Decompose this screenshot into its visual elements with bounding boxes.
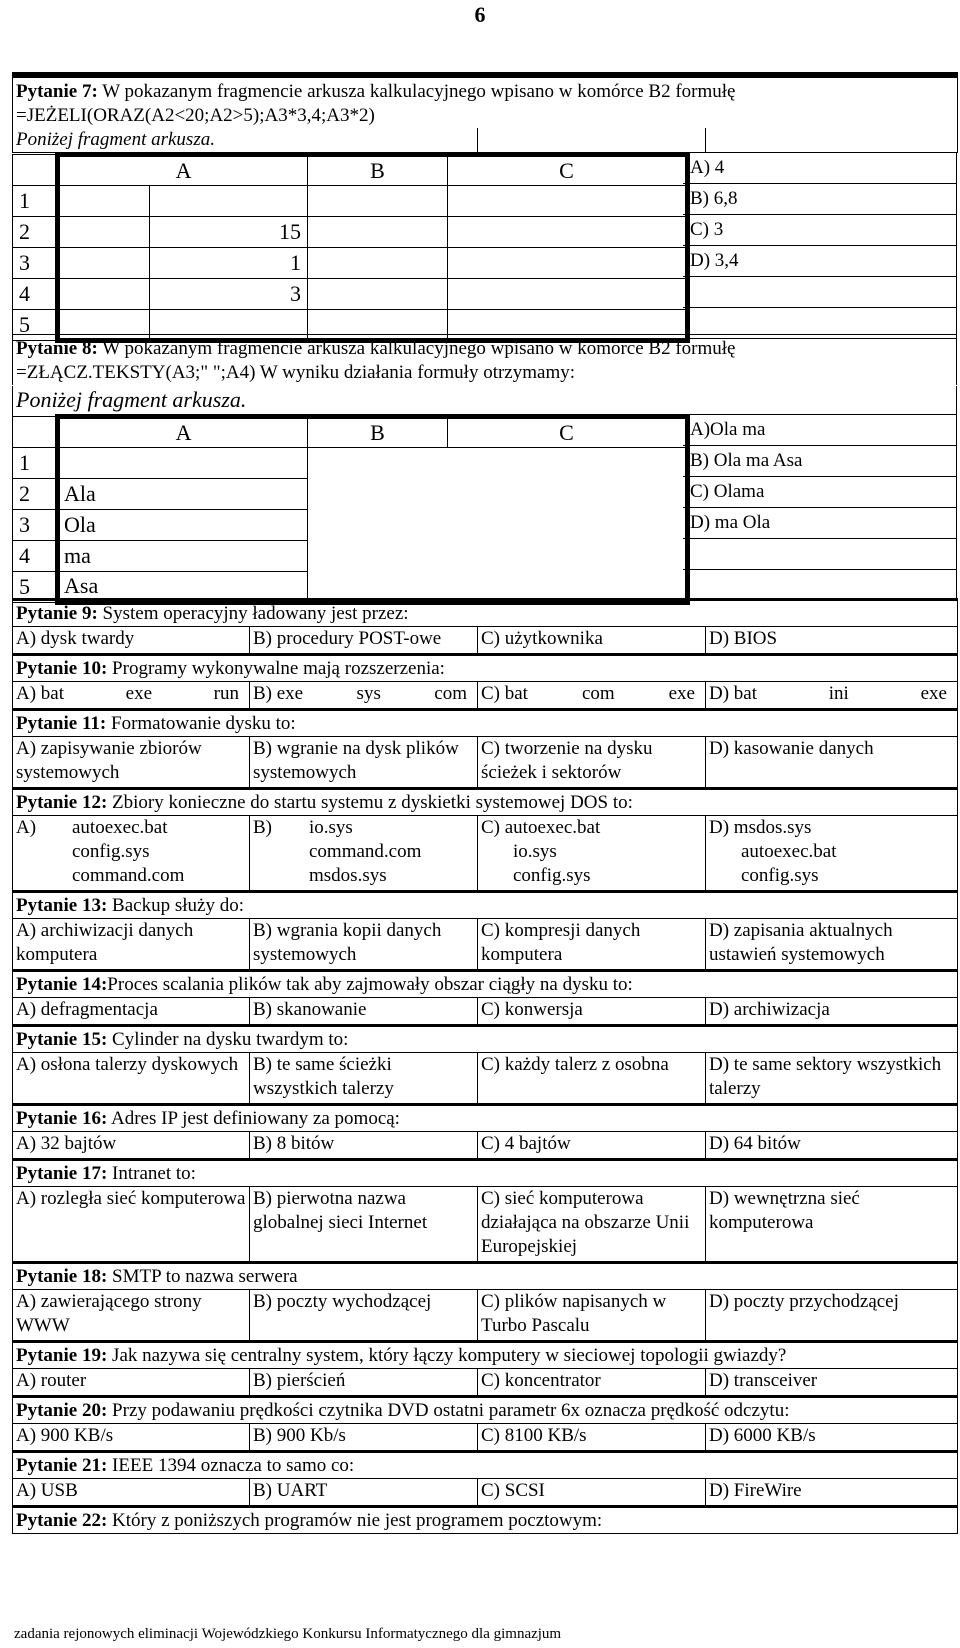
q15-header-row [13,1026,958,1053]
q19-option-d: D) transceiver [706,1369,958,1397]
q8-col-a: A [58,417,308,448]
q8-row-1 [13,448,688,479]
q20-options-row [13,1424,958,1452]
q14-options-row [13,998,958,1026]
q8-row-number: 1 [13,448,58,479]
q14-text: Proces scalania plików tak aby zajmowały obszar ciągły na dysku to: [107,974,633,995]
q7-text: W pokazanym fragmencie arkusza kalkulacyjnego wpisano w komórce B2 formułę [97,81,736,102]
q7-row-number: 2 [13,217,58,248]
q21-label: Pytanie 21: [16,1455,108,1476]
q11-option-d: D) kasowanie danych [706,737,958,789]
q8-cell-a3: Ola [58,510,308,541]
q8-row-2 [13,479,688,510]
q19-option-c: C) koncentrator [478,1369,706,1397]
q9-option-d: D) BIOS [706,627,958,655]
q15-options-row [13,1053,958,1105]
q8-answer-c: C) Olama [683,477,957,508]
q9-option-a: A) dysk twardy [13,627,250,655]
q14-header-row [13,971,958,998]
q9-option-b: B) procedury POST-owe [250,627,478,655]
q8-fragment-row [12,386,957,416]
q7-fragment-label: Poniżej fragment arkusza. [16,129,215,150]
q18-option-b: B) poczty wychodzącej [250,1290,478,1342]
q16-options-row [13,1132,958,1160]
q10-text: Programy wykonywalne mają rozszerzenia: [107,658,445,679]
q12-option-d: D) msdos.sys autoexec.bat config.sys [706,816,958,892]
q7-row-number: 1 [13,186,58,217]
q7-answer-c: C) 3 [683,215,957,246]
q13-option-b: B) wgrania kopii danych systemowych [250,919,478,971]
q8-row-number: 3 [13,510,58,541]
q8-answer-b: B) Ola ma Asa [683,446,957,477]
q22-header-row [13,1507,958,1534]
q20-text: Przy podawaniu prędkości czytnika DVD ostatni parametr 6x oznacza prędkość odczytu: [107,1400,790,1421]
q9-option-c: C) użytkownika [478,627,706,655]
q16-option-d: D) 64 bitów [706,1132,958,1160]
q20-option-b: B) 900 Kb/s [250,1424,478,1452]
q8-label: Pytanie 8: [16,338,98,359]
q19-option-a: A) router [13,1369,250,1397]
q11-text: Formatowanie dysku to: [106,713,296,734]
q7-row-number: 5 [13,310,58,341]
q12-text: Zbiory konieczne do startu systemu z dyskietki systemowej DOS to: [107,792,633,813]
q12-option-a: A) autoexec.bat config.sys command.com [13,816,250,892]
q7-cell-b2 [308,217,448,248]
q14-option-c: C) konwersja [478,998,706,1026]
q7-cell-b3 [308,248,448,279]
q7-answers [683,152,957,339]
q20-label: Pytanie 20: [16,1400,108,1421]
q10-header-row [13,655,958,682]
q7-cell-a3: 1 [150,248,308,279]
q14-option-d: D) archiwizacja [706,998,958,1026]
q18-header-row [13,1263,958,1290]
q21-option-a: A) USB [13,1479,250,1507]
q9-label: Pytanie 9: [16,603,98,624]
q15-option-d: D) te same sektory wszystkich talerzy [706,1053,958,1105]
q8-row-number: 2 [13,479,58,510]
q17-option-c: C) sieć komputerowa działająca na obszarze Unii Europejskiej [478,1187,706,1263]
q12-label: Pytanie 12: [16,792,108,813]
q16-option-b: B) 8 bitów [250,1132,478,1160]
questions-list [12,598,957,1534]
q9-header-row [13,600,958,627]
q7-fragment-row [13,128,958,153]
q8-formula: =ZŁĄCZ.TEKSTY(A3;" ";A4) W wyniku działania formuły otrzymamy: [16,362,576,383]
q15-option-b: B) te same ścieżki wszystkich talerzy [250,1053,478,1105]
q18-options-row [13,1290,958,1342]
q13-label: Pytanie 13: [16,895,108,916]
q15-text: Cylinder na dysku twardym to: [107,1029,349,1050]
q7-col-c: C [448,155,688,186]
q7-header-row [13,75,958,128]
q8-cell-a5: Asa [58,572,308,603]
q19-label: Pytanie 19: [16,1345,108,1366]
q17-header-row [13,1160,958,1187]
q7-cell-a4: 3 [150,279,308,310]
q13-option-d: D) zapisania aktualnych ustawień systemowych [706,919,958,971]
q21-option-c: C) SCSI [478,1479,706,1507]
q7-row-number: 3 [13,248,58,279]
q21-header-row [13,1452,958,1479]
q7-cell-a2: 15 [150,217,308,248]
q14-option-b: B) skanowanie [250,998,478,1026]
q9-text: System operacyjny ładowany jest przez: [97,603,409,624]
q12-option-b: B) io.sys command.com msdos.sys [250,816,478,892]
q8-col-b: B [308,417,448,448]
q20-option-d: D) 6000 KB/s [706,1424,958,1452]
footer: zadania rejonowych eliminacji Wojewódzkiego Konkursu Informatycznego dla gimnazjum [14,1626,562,1642]
q19-header-row [13,1342,958,1369]
q18-label: Pytanie 18: [16,1266,108,1287]
q19-text: Jak nazywa się centralny system, który łączy komputery w sieciowej topologii gwiazdy? [107,1345,787,1366]
q16-option-a: A) 32 bajtów [13,1132,250,1160]
q8-answer-a: A)Ola ma [683,415,957,446]
q18-option-d: D) poczty przychodzącej [706,1290,958,1342]
q22-text: Który z poniższych programów nie jest programem pocztowym: [107,1510,603,1531]
q15-label: Pytanie 15: [16,1029,108,1050]
q20-header-row [13,1397,958,1424]
q22-label: Pytanie 22: [16,1510,108,1531]
q19-options-row [13,1369,958,1397]
q7-cell-c2 [448,217,688,248]
q17-label: Pytanie 17: [16,1163,108,1184]
q14-label: Pytanie 14: [16,974,108,995]
q16-text: Adres IP jest definiowany za pomocą: [107,1108,400,1129]
q7-cell-b4 [308,279,448,310]
q12-header-row [13,789,958,816]
q10-options-row [13,682,958,710]
q20-option-c: C) 8100 KB/s [478,1424,706,1452]
q7-cell-c3 [448,248,688,279]
q8-spreadsheet [12,414,687,605]
q7-column-header-row [13,155,688,186]
q7-answer-d: D) 3,4 [683,246,957,277]
q7-cell-c4 [448,279,688,310]
q18-option-a: A) zawierającego strony WWW [13,1290,250,1342]
q18-text: SMTP to nazwa serwera [107,1266,298,1287]
q7-row-3 [13,248,688,279]
q8-column-header-row [13,417,688,448]
q8-fragment-label: Poniżej fragment arkusza. [16,387,247,412]
q9-options-row [13,627,958,655]
q17-options-row [13,1187,958,1263]
q10-option-b: B) exe sys com [250,682,478,710]
q10-option-a: A) bat exe run [13,682,250,710]
q7-label: Pytanie 7: [16,81,98,102]
q21-options-row [13,1479,958,1507]
q8-row-3 [13,510,688,541]
q19-option-b: B) pierścień [250,1369,478,1397]
questions-table [12,72,958,153]
q16-option-c: C) 4 bajtów [478,1132,706,1160]
q13-options-row [13,919,958,971]
q7-row-number: 4 [13,279,58,310]
q7-col-a: A [58,155,308,186]
q17-option-d: D) wewnętrzna sieć komputerowa [706,1187,958,1263]
q8-answer-d: D) ma Ola [683,508,957,539]
q7-spreadsheet [12,152,687,343]
q7-col-b: B [308,155,448,186]
q17-option-a: A) rozległa sieć komputerowa [13,1187,250,1263]
q13-option-a: A) archiwizacji danych komputera [13,919,250,971]
q10-label: Pytanie 10: [16,658,108,679]
q12-option-c: C) autoexec.bat io.sys config.sys [478,816,706,892]
q10-option-c: C) bat com exe [478,682,706,710]
q18-option-c: C) plików napisanych w Turbo Pascalu [478,1290,706,1342]
q15-option-c: C) każdy talerz z osobna [478,1053,706,1105]
q11-options-row [13,737,958,789]
q21-option-b: B) UART [250,1479,478,1507]
q10-option-d: D) bat ini exe [706,682,958,710]
q12-options-row [13,816,958,892]
q11-label: Pytanie 11: [16,713,107,734]
q7-row-1 [13,186,688,217]
q8-cell-a1 [58,448,308,479]
q8-header [12,334,957,385]
q7-row-4 [13,279,688,310]
q13-option-c: C) kompresji danych komputera [478,919,706,971]
q21-text: IEEE 1394 oznacza to samo co: [107,1455,355,1476]
q8-col-c: C [448,417,688,448]
q15-option-a: A) osłona talerzy dyskowych [13,1053,250,1105]
q17-text: Intranet to: [107,1163,196,1184]
q7-formula: =JEŻELI(ORAZ(A2<20;A2>5);A3*3,4;A3*2) [16,105,375,126]
q8-answers [683,414,957,601]
q8-text: W pokazanym fragmencie arkusza kalkulacyjnego wpisano w komórce B2 formułę [97,338,736,359]
q16-header-row [13,1105,958,1132]
q7-row-2 [13,217,688,248]
q7-cell-c1 [448,186,688,217]
q11-header-row [13,710,958,737]
page-number: 6 [474,2,486,27]
q11-option-c: C) tworzenie na dysku ścieżek i sektorów [478,737,706,789]
q14-option-a: A) defragmentacja [13,998,250,1026]
q13-text: Backup służy do: [107,895,244,916]
q17-option-b: B) pierwotna nazwa globalnej sieci Internet [250,1187,478,1263]
q7-cell-b1 [308,186,448,217]
q8-cell-a2: Ala [58,479,308,510]
q16-label: Pytanie 16: [16,1108,108,1129]
q13-header-row [13,892,958,919]
q8-row-4 [13,541,688,572]
q8-row-number: 4 [13,541,58,572]
q7-cell-a1 [150,186,308,217]
q7-answer-a: A) 4 [683,153,957,184]
q8-cell-a4: ma [58,541,308,572]
q11-option-b: B) wgranie na dysk plików systemowych [250,737,478,789]
q21-option-d: D) FireWire [706,1479,958,1507]
q7-answer-b: B) 6,8 [683,184,957,215]
q11-option-a: A) zapisywanie zbiorów systemowych [13,737,250,789]
q20-option-a: A) 900 KB/s [13,1424,250,1452]
q8-row-number: 5 [13,572,58,603]
